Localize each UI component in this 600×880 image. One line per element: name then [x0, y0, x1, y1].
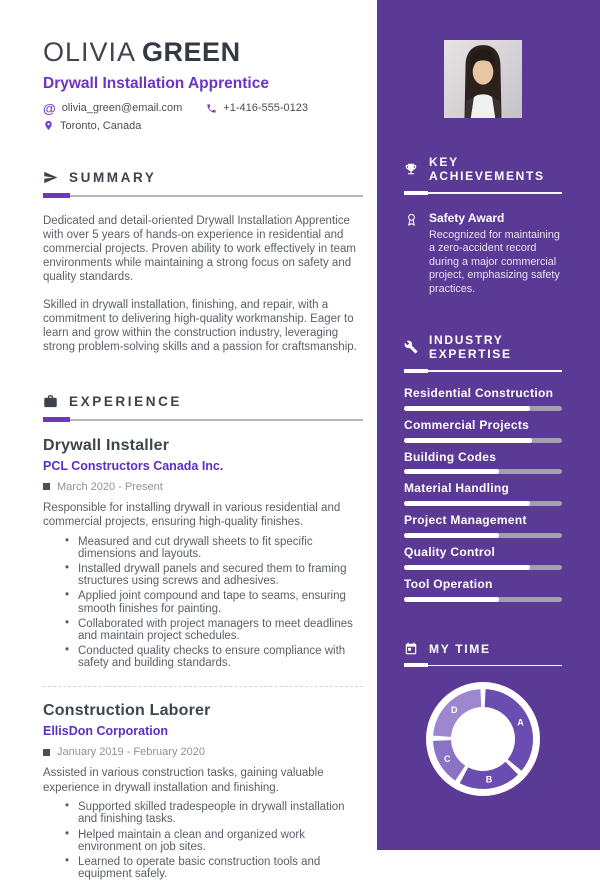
first-name: OLIVIA — [43, 37, 137, 67]
skill-bar-track — [404, 438, 562, 443]
industry-expertise-section — [404, 333, 562, 601]
skill-bar-fill — [404, 406, 530, 411]
skill-item — [404, 419, 562, 443]
summary-heading-label: SUMMARY — [69, 169, 157, 185]
experience-section-heading — [43, 394, 363, 409]
summary-paragraph: Dedicated and detail-oriented Drywall Installation Apprentice with over 5 years of hands-on experience in residential and commercial projects. Proven ability to work effectively in team environments while maintaining a strong focus on safety and quality standards. — [43, 214, 356, 283]
achievement-body — [429, 211, 562, 297]
time-donut-chart — [404, 679, 562, 799]
summary-rule — [43, 195, 363, 197]
location-pin-icon — [43, 120, 54, 131]
key-achievements-body — [404, 211, 562, 297]
skill-name: Material Handling — [404, 481, 510, 496]
skill-bar-fill — [404, 501, 530, 506]
at-icon: @ — [43, 100, 56, 116]
job-dates-text: March 2020 - Present — [57, 480, 163, 493]
contact-info — [43, 102, 363, 132]
achievement-title: Safety Award — [429, 210, 505, 225]
calendar-square-icon — [43, 749, 50, 756]
contact-phone — [206, 102, 308, 114]
experience-section — [43, 394, 363, 880]
job-bullet-list — [43, 801, 363, 880]
job-title-text: Construction Laborer — [43, 702, 211, 720]
job-entry — [43, 437, 363, 670]
my-time-heading — [404, 642, 562, 656]
job-dates — [43, 746, 363, 758]
achievement-item — [404, 211, 562, 297]
donut-label-A: A — [517, 717, 524, 728]
experience-heading-label: EXPERIENCE — [69, 393, 183, 409]
sidebar — [377, 0, 600, 850]
job-entry — [43, 702, 363, 880]
key-achievements-section — [404, 155, 562, 296]
calendar-square-icon — [43, 483, 50, 490]
portrait-image — [444, 40, 522, 118]
last-name: GREEN — [142, 37, 241, 67]
calendar-icon — [404, 642, 418, 656]
job-bullet: • Installed drywall panels and secured them to framing structures using screws and adhesives. — [65, 563, 363, 587]
industry-expertise-heading-label: INDUSTRY EXPERTISE — [429, 333, 512, 362]
job-dates-text: January 2019 - February 2020 — [57, 746, 205, 759]
skill-bar-track — [404, 565, 562, 570]
job-bullet: • Supported skilled tradespeople in drywall installation and finishing tasks. — [65, 801, 363, 825]
donut-svg — [423, 679, 543, 799]
my-time-section — [404, 642, 562, 800]
skill-name: Quality Control — [404, 544, 496, 559]
skill-bar-track — [404, 533, 562, 538]
skill-name: Building Codes — [404, 449, 497, 464]
resume-header — [43, 38, 363, 132]
skills-list — [404, 387, 562, 602]
email-text: olivia_green@email.com — [61, 102, 183, 115]
contact-row-1 — [43, 102, 363, 115]
job-bullet: • Conducted quality checks to ensure compliance with safety and building standards. — [65, 645, 363, 669]
phone-icon — [206, 103, 217, 114]
skill-bar-track — [404, 501, 562, 506]
key-achievements-heading — [404, 155, 562, 183]
skill-item — [404, 482, 562, 506]
key-achievements-rule — [404, 192, 562, 194]
medal-icon — [404, 212, 419, 227]
donut-label-B: B — [485, 774, 493, 785]
industry-expertise-rule — [404, 370, 562, 372]
skill-item — [404, 387, 562, 411]
job-bullet: • Helped maintain a clean and organized work environment on job sites. — [65, 829, 363, 853]
profile-photo — [444, 40, 522, 118]
skill-item — [404, 578, 562, 602]
person-name — [43, 38, 363, 68]
job-bullet: • Measured and cut drywall sheets to fit specific dimensions and layouts. — [65, 536, 363, 560]
job-title-text: Drywall Installer — [43, 436, 170, 454]
summary-section-heading — [43, 170, 363, 185]
job-bullet-list — [43, 536, 363, 670]
achievement-medal-icon — [404, 212, 419, 297]
experience-rule — [43, 419, 363, 421]
achievement-description: Recognized for maintaining a zero-accident record during a major commercial project, emphasizing safety practices. — [429, 228, 560, 295]
key-achievements-heading-label: KEY ACHIEVEMENTS — [429, 155, 545, 183]
job-dates — [43, 481, 363, 493]
company-name: EllisDon Corporation — [43, 724, 168, 739]
skill-name: Tool Operation — [404, 576, 493, 591]
skill-bar-fill — [404, 565, 530, 570]
skill-name: Project Management — [404, 513, 527, 528]
summary-paragraph: Skilled in drywall installation, finishing, and repair, with a commitment to delivering high-quality workmanship. Eager to learn and grow within the construction industry, leveraging strong problem-solving skills and a passion for craftsmanship. — [43, 298, 357, 353]
skill-name: Residential Construction — [404, 385, 554, 400]
skill-item — [404, 514, 562, 538]
paper-plane-icon — [43, 170, 58, 185]
job-bullet: • Collaborated with project managers to meet deadlines and maintain project schedules. — [65, 618, 363, 642]
phone-text: +1-416-555-0123 — [223, 102, 309, 115]
my-time-rule — [404, 665, 562, 667]
wrench-icon — [404, 340, 418, 354]
skill-bar-fill — [404, 597, 499, 602]
skill-bar-track — [404, 406, 562, 411]
contact-email — [43, 102, 182, 115]
skill-item — [404, 451, 562, 475]
job-title: Drywall Installation Apprentice — [43, 74, 269, 92]
summary-section — [43, 170, 363, 354]
job-bullet: • Applied joint compound and tape to seams, ensuring smooth finishes for painting. — [65, 590, 363, 614]
skill-bar-fill — [404, 438, 532, 443]
skill-bar-fill — [404, 533, 499, 538]
job-bullet: • Learned to operate basic construction tools and equipment safely. — [65, 856, 363, 880]
location-text: Toronto, Canada — [60, 119, 142, 132]
my-time-heading-label: MY TIME — [429, 641, 491, 656]
industry-expertise-heading — [404, 333, 562, 361]
contact-row-2 — [43, 120, 363, 132]
experience-body — [43, 437, 363, 880]
summary-body — [43, 214, 363, 354]
job-description: Assisted in various construction tasks, gaining valuable experience in drywall installation and finishing. — [43, 767, 324, 794]
skill-name: Commercial Projects — [404, 417, 530, 432]
contact-location — [43, 120, 141, 132]
company-name: PCL Constructors Canada Inc. — [43, 458, 224, 473]
skill-bar-track — [404, 469, 562, 474]
skill-bar-fill — [404, 469, 499, 474]
briefcase-icon — [43, 394, 58, 409]
skill-bar-track — [404, 597, 562, 602]
job-description: Responsible for installing drywall in various residential and commercial projects, ensuring high-quality finishes. — [43, 501, 341, 529]
trophy-icon — [404, 162, 418, 176]
jobs-divider — [43, 686, 363, 687]
donut-label-C: C — [443, 754, 451, 765]
donut-label-D: D — [450, 704, 458, 715]
skill-item — [404, 546, 562, 570]
